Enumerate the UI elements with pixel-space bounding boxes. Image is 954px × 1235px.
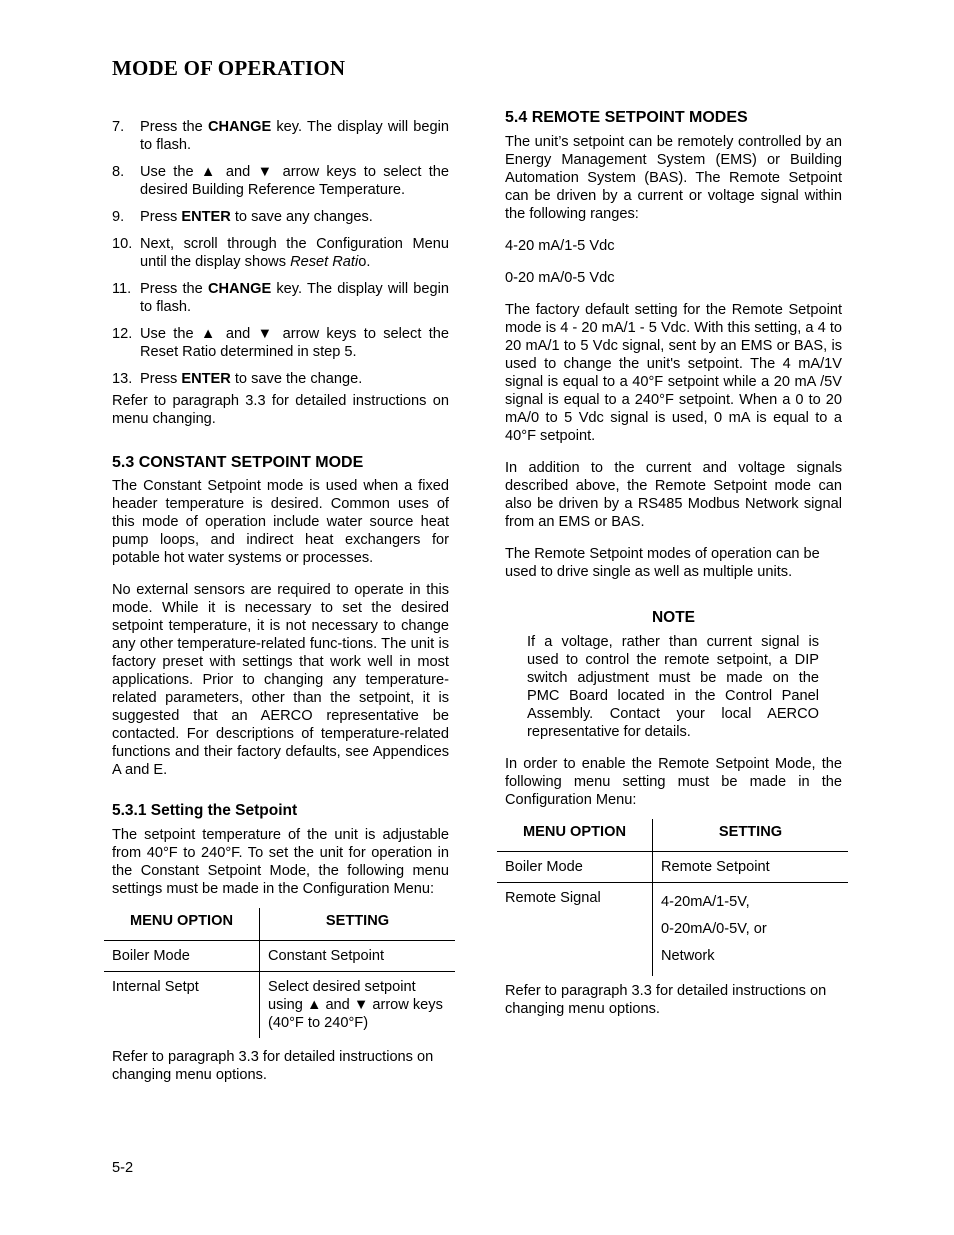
column-header-menu-option: MENU OPTION — [104, 908, 260, 941]
refer-paragraph: Refer to paragraph 3.3 for detailed instructions on menu changing. — [112, 393, 449, 427]
key-name: CHANGE — [207, 281, 272, 297]
step-list — [112, 118, 449, 388]
step-text: key. The display will begin to flash. — [140, 281, 449, 315]
step-text: Next, scroll through the Configuration Menu until the display shows — [140, 236, 449, 270]
key-name: CHANGE — [207, 119, 272, 135]
table-cell: Remote Signal — [497, 883, 653, 977]
step-text: Press — [140, 371, 182, 387]
note-box — [505, 609, 842, 741]
section-heading-5-3: 5.3 CONSTANT SETPOINT MODE — [112, 454, 364, 471]
paragraph: In addition to the current and voltage signals described above, the Remote Setpoint mode can also be driven by a RS485 Modbus Network signal from an EMS or BAS. — [505, 460, 842, 530]
menu-name: Reset Rati — [290, 254, 359, 270]
column-header-setting: SETTING — [653, 819, 849, 852]
step-text: to save the change. — [230, 371, 363, 387]
step-8 — [112, 163, 449, 199]
signal-range: 0-20 mA/0-5 Vdc — [505, 270, 615, 286]
step-text: Use the ▲ and ▼ arrow keys to select the Reset Ratio determined in step 5. — [140, 326, 449, 360]
step-number: 13. — [112, 371, 133, 387]
step-9 — [112, 208, 449, 226]
section-heading-5-4: 5.4 REMOTE SETPOINT MODES — [505, 109, 748, 126]
step-text: Press the — [140, 281, 208, 297]
step-number: 8. — [112, 164, 125, 180]
step-10 — [112, 235, 449, 271]
column-header-setting: SETTING — [260, 908, 456, 941]
step-number: 12. — [112, 326, 133, 342]
paragraph: The Remote Setpoint modes of operation can be used to drive single as well as multiple units. — [505, 546, 820, 580]
step-text: Use the ▲ and ▼ arrow keys to select the desired Building Reference Temperature. — [140, 164, 449, 198]
column-header-menu-option: MENU OPTION — [497, 819, 653, 852]
step-text: key. The display will begin to flash. — [140, 119, 449, 153]
refer-paragraph: Refer to paragraph 3.3 for detailed instructions on changing menu options. — [112, 1049, 434, 1083]
table-cell: Constant Setpoint — [260, 941, 456, 972]
step-text: o. — [358, 254, 371, 270]
paragraph: The setpoint temperature of the unit is adjustable from 40°F to 240°F. To set the unit for operation in the Constant Setpoint Mode, the following menu settings must be made in the Configuration Menu: — [112, 827, 449, 897]
remote-menu-settings-table — [497, 819, 848, 976]
signal-range: 4-20 mA/1-5 Vdc — [505, 238, 615, 254]
step-number: 9. — [112, 209, 125, 225]
page-title: MODE OF OPERATION — [112, 56, 346, 80]
subsection-heading-5-3-1: 5.3.1 Setting the Setpoint — [112, 802, 298, 819]
signal-option: Network — [661, 948, 715, 964]
paragraph: The unit’s setpoint can be remotely controlled by an Energy Management System (EMS) or Building Automation System (BAS). The Remote Setpoint can be driven by a current or voltage signal within the following ranges: — [505, 134, 842, 222]
step-text: to save any changes. — [230, 209, 373, 225]
menu-settings-table — [104, 908, 455, 1038]
key-name: ENTER — [181, 209, 231, 225]
step-12 — [112, 325, 449, 361]
signal-option: 0-20mA/0-5V, or — [661, 921, 767, 937]
table-cell: Remote Setpoint — [653, 852, 849, 883]
table-cell: Internal Setpt — [104, 972, 260, 1039]
table-cell: Boiler Mode — [104, 941, 260, 972]
paragraph: The Constant Setpoint mode is used when a fixed header temperature is desired. Common uses of this mode of operation include water source heat pump loops, and indirect heat exchangers for potable hot water systems or processes. — [112, 478, 449, 566]
left-column — [112, 118, 449, 1084]
page-number: 5-2 — [112, 1160, 134, 1176]
note-title: NOTE — [651, 609, 696, 626]
key-name: ENTER — [181, 371, 231, 387]
step-number: 7. — [112, 119, 125, 135]
paragraph: No external sensors are required to operate in this mode. While it is necessary to set the desired setpoint temperature, it is not necessary to change any other temperature-related func-tions. The unit is factory preset with settings that work well in most applications. Prior to changing any temperature-related parameters, other than the setpoint, it is suggested that an AERCO representative be contacted. For descriptions of temperature-related functions and their factory defaults, see Appendices A and E. — [112, 582, 449, 778]
step-number: 11. — [112, 281, 132, 297]
table-cell: Select desired setpoint using ▲ and ▼ arrow keys (40°F to 240°F) — [268, 979, 443, 1031]
table-cell — [653, 883, 849, 977]
paragraph: In order to enable the Remote Setpoint Mode, the following menu setting must be made in the Configuration Menu: — [505, 756, 842, 808]
table-cell: Boiler Mode — [497, 852, 653, 883]
right-column — [505, 108, 842, 1018]
step-text: Press — [140, 209, 182, 225]
refer-paragraph: Refer to paragraph 3.3 for detailed instructions on changing menu options. — [505, 983, 827, 1017]
note-body: If a voltage, rather than current signal is used to control the remote setpoint, a DIP switch adjustment must be made on the PMC Board located in the Control Panel Assembly. Contact your local AERCO representative for details. — [527, 634, 819, 740]
step-13 — [112, 370, 449, 388]
paragraph: The factory default setting for the Remote Setpoint mode is 4 - 20 mA/1 - 5 Vdc. With this setting, a 4 to 20 mA/1 to 5 Vdc signal, sent by an EMS or BAS, is used to change the unit's setpoint. The 4 mA/1V signal is equal to a 40°F setpoint while a 20 mA /5V signal is equal to a 240°F setpoint. When a 0 to 20 mA/0 to 5 Vdc signal is used, 0 mA is equal to a 40°F setpoint. — [505, 302, 842, 444]
step-number: 10. — [112, 236, 133, 252]
step-7 — [112, 118, 449, 154]
step-11 — [112, 280, 449, 316]
signal-option: 4-20mA/1-5V, — [661, 894, 750, 910]
step-text: Press the — [140, 119, 208, 135]
